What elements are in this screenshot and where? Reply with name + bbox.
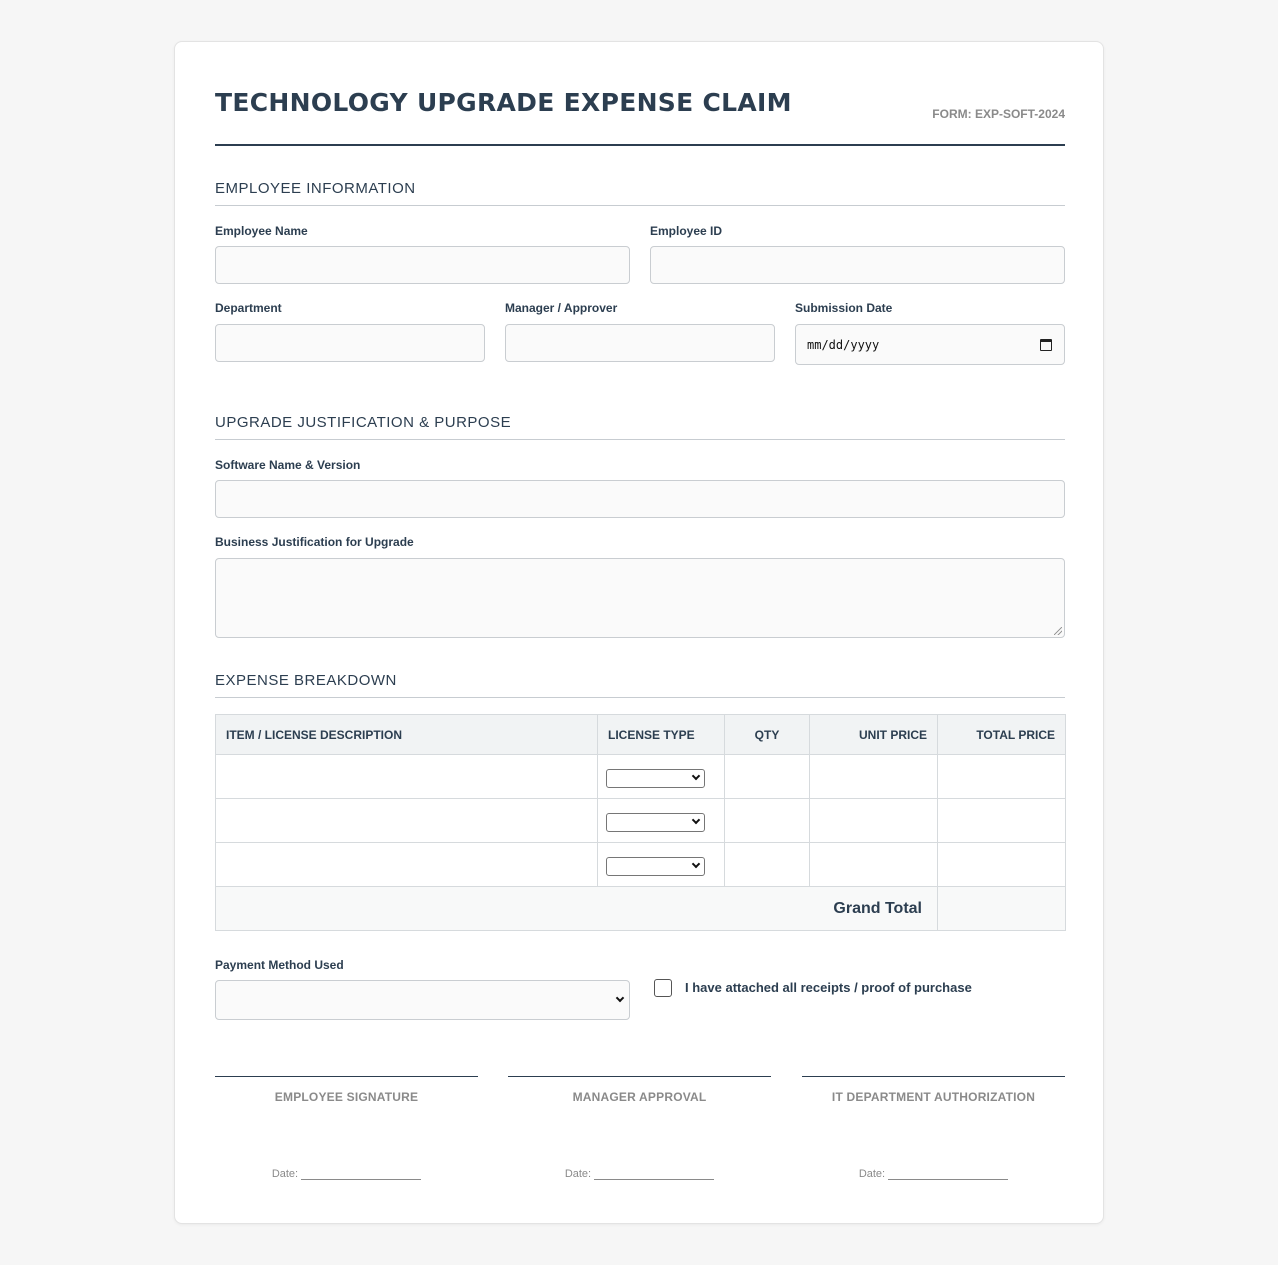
unit-price-cell[interactable] <box>810 755 938 799</box>
chevron-down-icon <box>692 772 700 780</box>
license-type-cell <box>598 755 725 799</box>
receipts-attached-label[interactable]: I have attached all receipts / proof of purchase <box>685 980 972 995</box>
signature-title: MANAGER APPROVAL <box>572 1090 707 1104</box>
manager-approval-block <box>508 1076 771 1196</box>
table-row <box>216 843 1066 887</box>
manager-approver-label: Manager / Approver <box>505 301 618 315</box>
signature-title: EMPLOYEE SIGNATURE <box>274 1090 419 1104</box>
form-title: TECHNOLOGY UPGRADE EXPENSE CLAIM <box>215 88 792 117</box>
date-placeholder: mm/dd/yyyy <box>807 337 880 352</box>
description-cell[interactable] <box>216 843 598 887</box>
grand-total-value <box>938 887 1066 931</box>
qty-cell[interactable] <box>725 755 810 799</box>
qty-cell[interactable] <box>725 843 810 887</box>
expense-table <box>215 714 1066 931</box>
employee-id-input[interactable] <box>650 246 1065 284</box>
license-type-cell <box>598 799 725 843</box>
employee-id-label: Employee ID <box>650 224 723 238</box>
employee-name-label: Employee Name <box>215 224 308 238</box>
table-row <box>216 755 1066 799</box>
signature-date <box>802 1168 1065 1180</box>
signature-line[interactable] <box>508 1076 771 1077</box>
software-name-input[interactable] <box>215 480 1065 518</box>
date-label: Date: <box>271 1168 299 1180</box>
signature-title: IT DEPARTMENT AUTHORIZATION <box>831 1090 1036 1104</box>
table-header-row <box>216 715 1066 755</box>
submission-date-input[interactable] <box>795 324 1065 365</box>
date-label: Date: <box>858 1168 886 1180</box>
date-label: Date: <box>564 1168 592 1180</box>
date-blank[interactable] <box>301 1168 421 1180</box>
column-header-description: ITEM / LICENSE DESCRIPTION <box>216 715 598 755</box>
table-row <box>216 799 1066 843</box>
total-price-cell[interactable] <box>938 755 1066 799</box>
grand-total-row <box>216 887 1066 931</box>
calendar-icon[interactable] <box>1040 339 1052 351</box>
section-title-employee-information: EMPLOYEE INFORMATION <box>215 180 1065 206</box>
column-header-unit-price: UNIT PRICE <box>810 715 938 755</box>
signature-line[interactable] <box>802 1076 1065 1077</box>
license-type-select[interactable] <box>606 769 705 788</box>
employee-signature-block <box>215 1076 478 1196</box>
column-header-total-price: TOTAL PRICE <box>938 715 1066 755</box>
total-price-cell[interactable] <box>938 799 1066 843</box>
date-blank[interactable] <box>594 1168 714 1180</box>
expense-claim-form <box>174 41 1104 1224</box>
manager-approver-input[interactable] <box>505 324 775 362</box>
department-label: Department <box>215 301 282 315</box>
unit-price-cell[interactable] <box>810 799 938 843</box>
section-title-justification: UPGRADE JUSTIFICATION & PURPOSE <box>215 414 1065 440</box>
chevron-down-icon <box>616 994 624 1002</box>
payment-method-select[interactable] <box>215 980 630 1020</box>
grand-total-label: Grand Total <box>216 887 938 931</box>
chevron-down-icon <box>692 860 700 868</box>
software-name-label: Software Name & Version <box>215 458 361 472</box>
resize-grip-icon[interactable] <box>1054 627 1062 635</box>
employee-name-input[interactable] <box>215 246 630 284</box>
department-input[interactable] <box>215 324 485 362</box>
column-header-qty: QTY <box>725 715 810 755</box>
chevron-down-icon <box>692 816 700 824</box>
license-type-select[interactable] <box>606 857 705 876</box>
receipts-attached-checkbox[interactable] <box>654 979 672 997</box>
license-type-select[interactable] <box>606 813 705 832</box>
license-type-cell <box>598 843 725 887</box>
it-authorization-block <box>802 1076 1065 1196</box>
description-cell[interactable] <box>216 755 598 799</box>
section-title-expense-breakdown: EXPENSE BREAKDOWN <box>215 672 1065 698</box>
total-price-cell[interactable] <box>938 843 1066 887</box>
description-cell[interactable] <box>216 799 598 843</box>
signature-date <box>508 1168 771 1180</box>
submission-date-label: Submission Date <box>795 301 893 315</box>
column-header-license-type: LICENSE TYPE <box>598 715 725 755</box>
form-code: FORM: EXP-SOFT-2024 <box>932 107 1065 121</box>
signature-line[interactable] <box>215 1076 478 1077</box>
date-blank[interactable] <box>888 1168 1008 1180</box>
business-justification-textarea[interactable] <box>215 558 1065 638</box>
business-justification-label: Business Justification for Upgrade <box>215 535 414 549</box>
payment-method-label: Payment Method Used <box>215 958 344 972</box>
signature-date <box>215 1168 478 1180</box>
form-header <box>215 82 1065 146</box>
qty-cell[interactable] <box>725 799 810 843</box>
unit-price-cell[interactable] <box>810 843 938 887</box>
